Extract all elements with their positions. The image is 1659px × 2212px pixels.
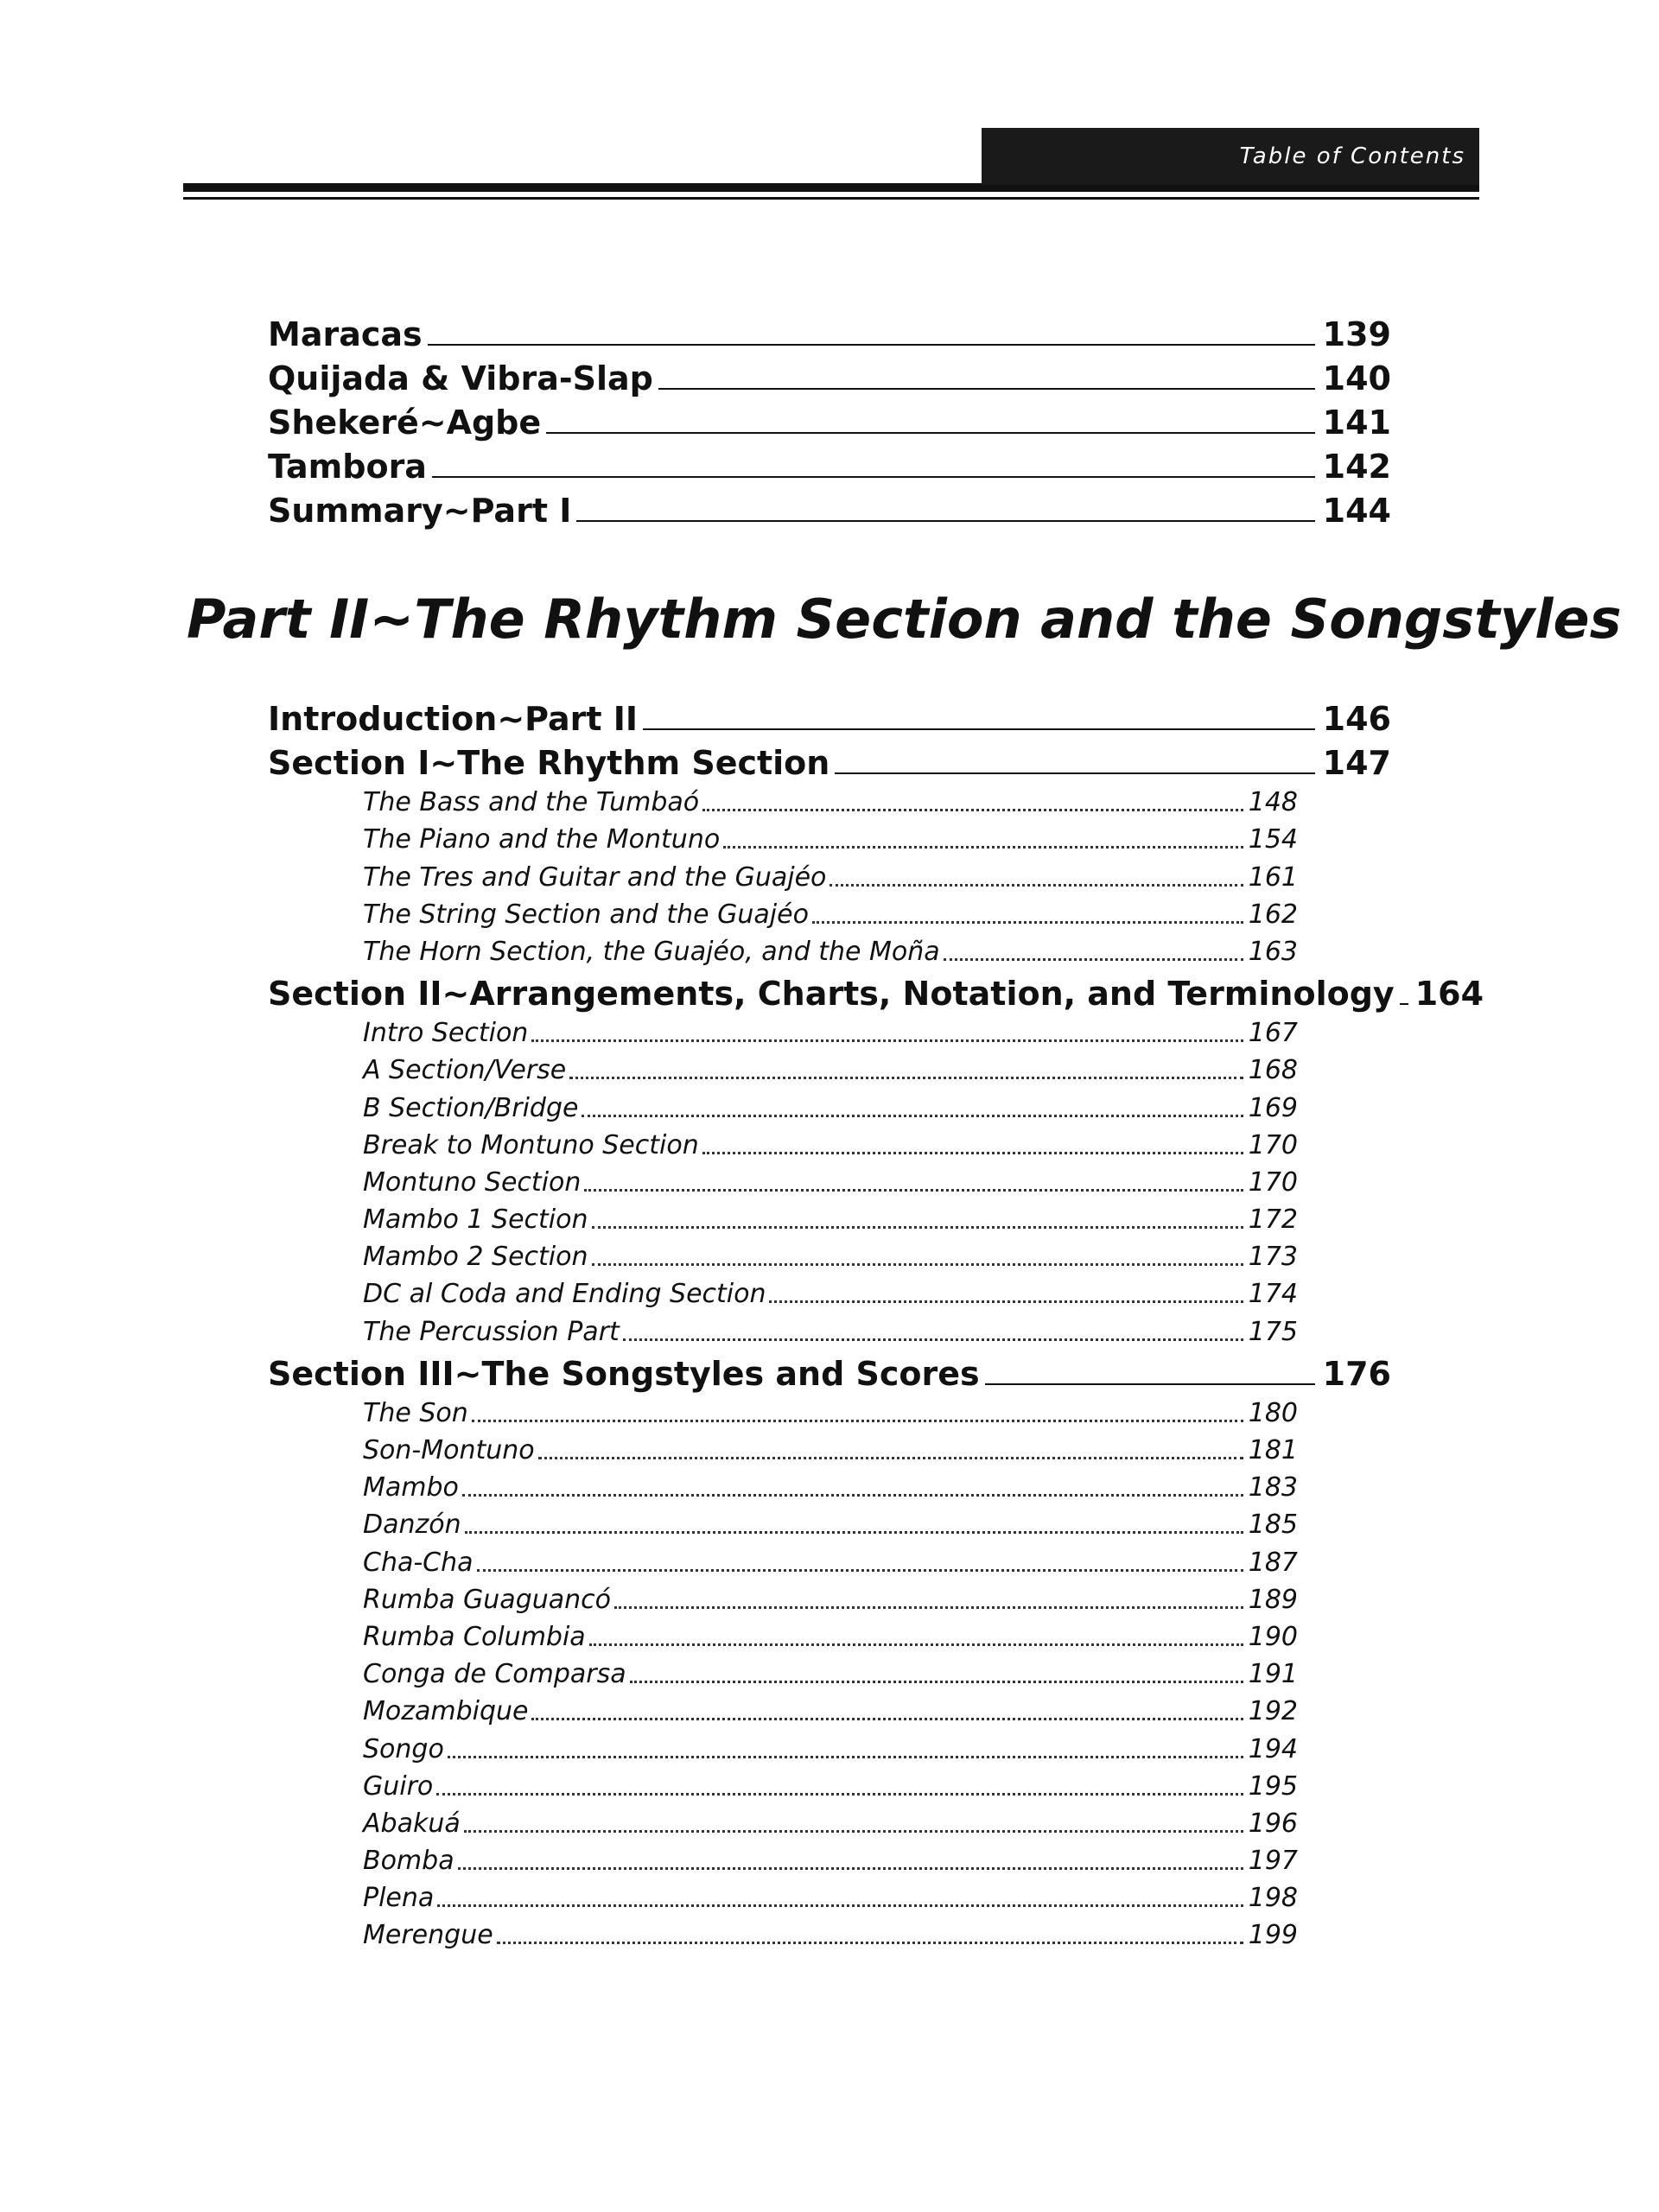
subentry-title: The Horn Section, the Guajéo, and the Moña [363,936,940,967]
toc-entry[interactable] [268,397,1391,441]
section-title: Section I~The Rhythm Section [268,744,830,782]
subentry-title: Conga de Comparsa [363,1659,626,1690]
toc-subentry[interactable] [363,1198,1298,1236]
dot-leader [465,1531,1243,1534]
dot-leader [592,1263,1243,1266]
toc-subentry[interactable] [363,1616,1298,1653]
dot-leader [702,1152,1243,1154]
toc-subentry[interactable] [363,1765,1298,1802]
toc-entry-page: 141 [1322,404,1391,442]
dot-leader [592,1226,1243,1229]
leader-line [428,344,1315,346]
toc-subentry[interactable] [363,893,1298,931]
leader-line [985,1383,1315,1385]
subentry-title: The String Section and the Guajéo [363,899,809,930]
dot-leader [589,1643,1243,1646]
subentry-page: 195 [1248,1770,1298,1802]
toc-subentry[interactable] [363,1273,1298,1310]
dot-leader [437,1904,1243,1907]
toc-subentry[interactable] [363,1124,1298,1161]
toc-subentry[interactable] [363,1161,1298,1198]
subentry-page: 191 [1248,1659,1298,1690]
toc-subentry[interactable] [363,1086,1298,1123]
subentry-page: 169 [1248,1092,1298,1123]
subentry-title: The Percussion Part [363,1316,620,1347]
subentry-title: Mambo 1 Section [363,1205,588,1236]
toc-entry-title: Introduction~Part II [268,700,639,738]
subentry-page: 197 [1248,1846,1298,1877]
dot-leader [538,1457,1243,1459]
toc-subentry[interactable] [363,781,1298,818]
subentry-page: 168 [1248,1055,1298,1086]
subentry-title: B Section/Bridge [363,1092,579,1123]
subentry-page: 173 [1248,1242,1298,1273]
dot-leader [464,1830,1243,1833]
toc-entry[interactable] [268,485,1391,529]
subentry-title: DC al Coda and Ending Section [363,1279,766,1310]
subentry-page: 174 [1248,1279,1298,1310]
toc-entry-title: Maracas [268,315,423,353]
dot-leader [614,1606,1243,1609]
subentry-page: 161 [1248,861,1298,893]
toc-entry[interactable] [268,308,1391,353]
dot-leader [472,1420,1243,1422]
dot-leader [477,1569,1243,1572]
leader-line [1400,1003,1408,1005]
dot-leader [812,921,1243,924]
section-title: Section II~Arrangements, Charts, Notation, and Terminology [268,974,1395,1013]
leader-line [546,432,1315,434]
subentry-title: Mambo [363,1472,459,1503]
toc-entry-title: Summary~Part I [268,492,572,530]
section-title: Section III~The Songstyles and Scores [268,1354,980,1393]
toc-entry-title: Quijada & Vibra-Slap [268,359,653,397]
subentry-title: Abakuá [363,1808,461,1839]
toc-entry-page: 140 [1322,359,1391,397]
toc-entry-page: 146 [1322,700,1391,738]
subentry-title: The Son [363,1397,468,1428]
subentry-title: Cha-Cha [363,1547,474,1578]
toc-subentry[interactable] [363,1049,1298,1086]
subentry-title: Mambo 2 Section [363,1242,588,1273]
toc-entry[interactable] [268,353,1391,397]
toc-subentry[interactable] [363,1541,1298,1578]
subentry-title: Intro Section [363,1018,529,1049]
toc-subentry[interactable] [363,1727,1298,1764]
dot-leader [769,1300,1243,1303]
leader-line [643,728,1315,730]
section-heading[interactable] [268,1348,1391,1392]
leader-line [835,772,1315,774]
toc-subentry[interactable] [363,855,1298,893]
dot-leader [462,1494,1243,1497]
dot-leader [723,846,1243,849]
subentry-page: 196 [1248,1808,1298,1839]
section-page: 147 [1322,744,1391,782]
toc-subentry[interactable] [363,1914,1298,1951]
subentry-title: Bomba [363,1846,454,1877]
dot-leader [584,1189,1243,1192]
toc-subentry[interactable] [363,1503,1298,1541]
subentry-title: Guiro [363,1770,434,1802]
toc-subentry[interactable] [363,1429,1298,1466]
toc-entry-title: Tambora [268,448,427,486]
subentry-page: 192 [1248,1696,1298,1727]
subentry-page: 167 [1248,1018,1298,1049]
leader-line [432,476,1315,478]
subentry-title: Plena [363,1883,435,1914]
subentry-page: 175 [1248,1316,1298,1347]
part2-entries [268,693,1484,1951]
toc-subentry[interactable] [363,1012,1298,1049]
subentry-page: 198 [1248,1883,1298,1914]
subentry-page: 185 [1248,1510,1298,1541]
subentry-title: Rumba Columbia [363,1621,586,1652]
subentry-title: The Bass and the Tumbaó [363,787,700,818]
subentry-title: The Tres and Guitar and the Guajéo [363,861,827,893]
toc-subentry[interactable] [363,1877,1298,1914]
toc-subentry[interactable] [363,818,1298,855]
header-rule-thin [183,197,1479,200]
subentry-title: The Piano and the Montuno [363,824,721,855]
subentry-title: Songo [363,1733,444,1764]
subentry-page: 187 [1248,1547,1298,1578]
toc-subentry[interactable] [363,1392,1298,1429]
toc-subentry[interactable] [363,1579,1298,1616]
toc-subentry[interactable] [363,931,1298,968]
subentry-page: 194 [1248,1733,1298,1764]
leader-line [658,388,1315,390]
subentry-title: Danzón [363,1510,461,1541]
dot-leader [569,1077,1243,1079]
subentry-title: Mozambique [363,1696,529,1727]
toc-subentry[interactable] [363,1690,1298,1727]
section-heading[interactable] [268,968,1484,1013]
dot-leader [630,1681,1243,1683]
dot-leader [944,958,1243,961]
subentry-page: 170 [1248,1129,1298,1160]
dot-leader [531,1039,1243,1042]
subentry-page: 148 [1248,787,1298,818]
toc-subentry[interactable] [363,1653,1298,1690]
subentry-page: 163 [1248,936,1298,967]
subentry-title: A Section/Verse [363,1055,567,1086]
subentry-page: 162 [1248,899,1298,930]
toc-subentry[interactable] [363,1466,1298,1503]
subentry-page: 199 [1248,1920,1298,1951]
part-heading: Part II~The Rhythm Section and the Songstyles [187,588,1622,651]
subentry-title: Break to Montuno Section [363,1129,699,1160]
subentry-page: 154 [1248,824,1298,855]
toc-entry[interactable] [268,441,1391,485]
dot-leader [497,1942,1243,1944]
section-page: 176 [1322,1354,1391,1393]
dot-leader [448,1756,1243,1758]
subentry-page: 189 [1248,1584,1298,1615]
header-tab [982,128,1479,185]
subentry-page: 190 [1248,1621,1298,1652]
subentry-page: 170 [1248,1166,1298,1198]
toc-subentry[interactable] [363,1310,1298,1347]
toc-entry-page: 142 [1322,448,1391,486]
toc-entry[interactable] [268,693,1391,737]
subentry-title: Rumba Guaguancó [363,1584,611,1615]
toc-subentry[interactable] [363,1802,1298,1840]
leader-line [576,520,1315,522]
dot-leader [436,1793,1243,1796]
part1-entries [268,308,1391,529]
subentry-page: 180 [1248,1397,1298,1428]
dot-leader [531,1718,1243,1720]
section-heading[interactable] [268,737,1391,781]
dot-leader [623,1338,1243,1341]
toc-subentry[interactable] [363,1840,1298,1877]
section-page: 164 [1414,974,1484,1013]
subentry-page: 172 [1248,1205,1298,1236]
header-label: Table of Contents [1239,143,1465,169]
subentry-page: 183 [1248,1472,1298,1503]
toc-entry-title: Shekeré~Agbe [268,404,542,442]
subentry-title: Son-Montuno [363,1435,535,1465]
toc-entry-page: 139 [1322,315,1391,353]
dot-leader [582,1115,1243,1117]
subentry-title: Montuno Section [363,1166,582,1198]
toc-subentry[interactable] [363,1236,1298,1273]
toc-entry-page: 144 [1322,492,1391,530]
subentry-title: Merengue [363,1920,493,1951]
dot-leader [702,809,1243,811]
dot-leader [830,884,1243,887]
dot-leader [458,1867,1243,1870]
subentry-page: 181 [1248,1435,1298,1465]
